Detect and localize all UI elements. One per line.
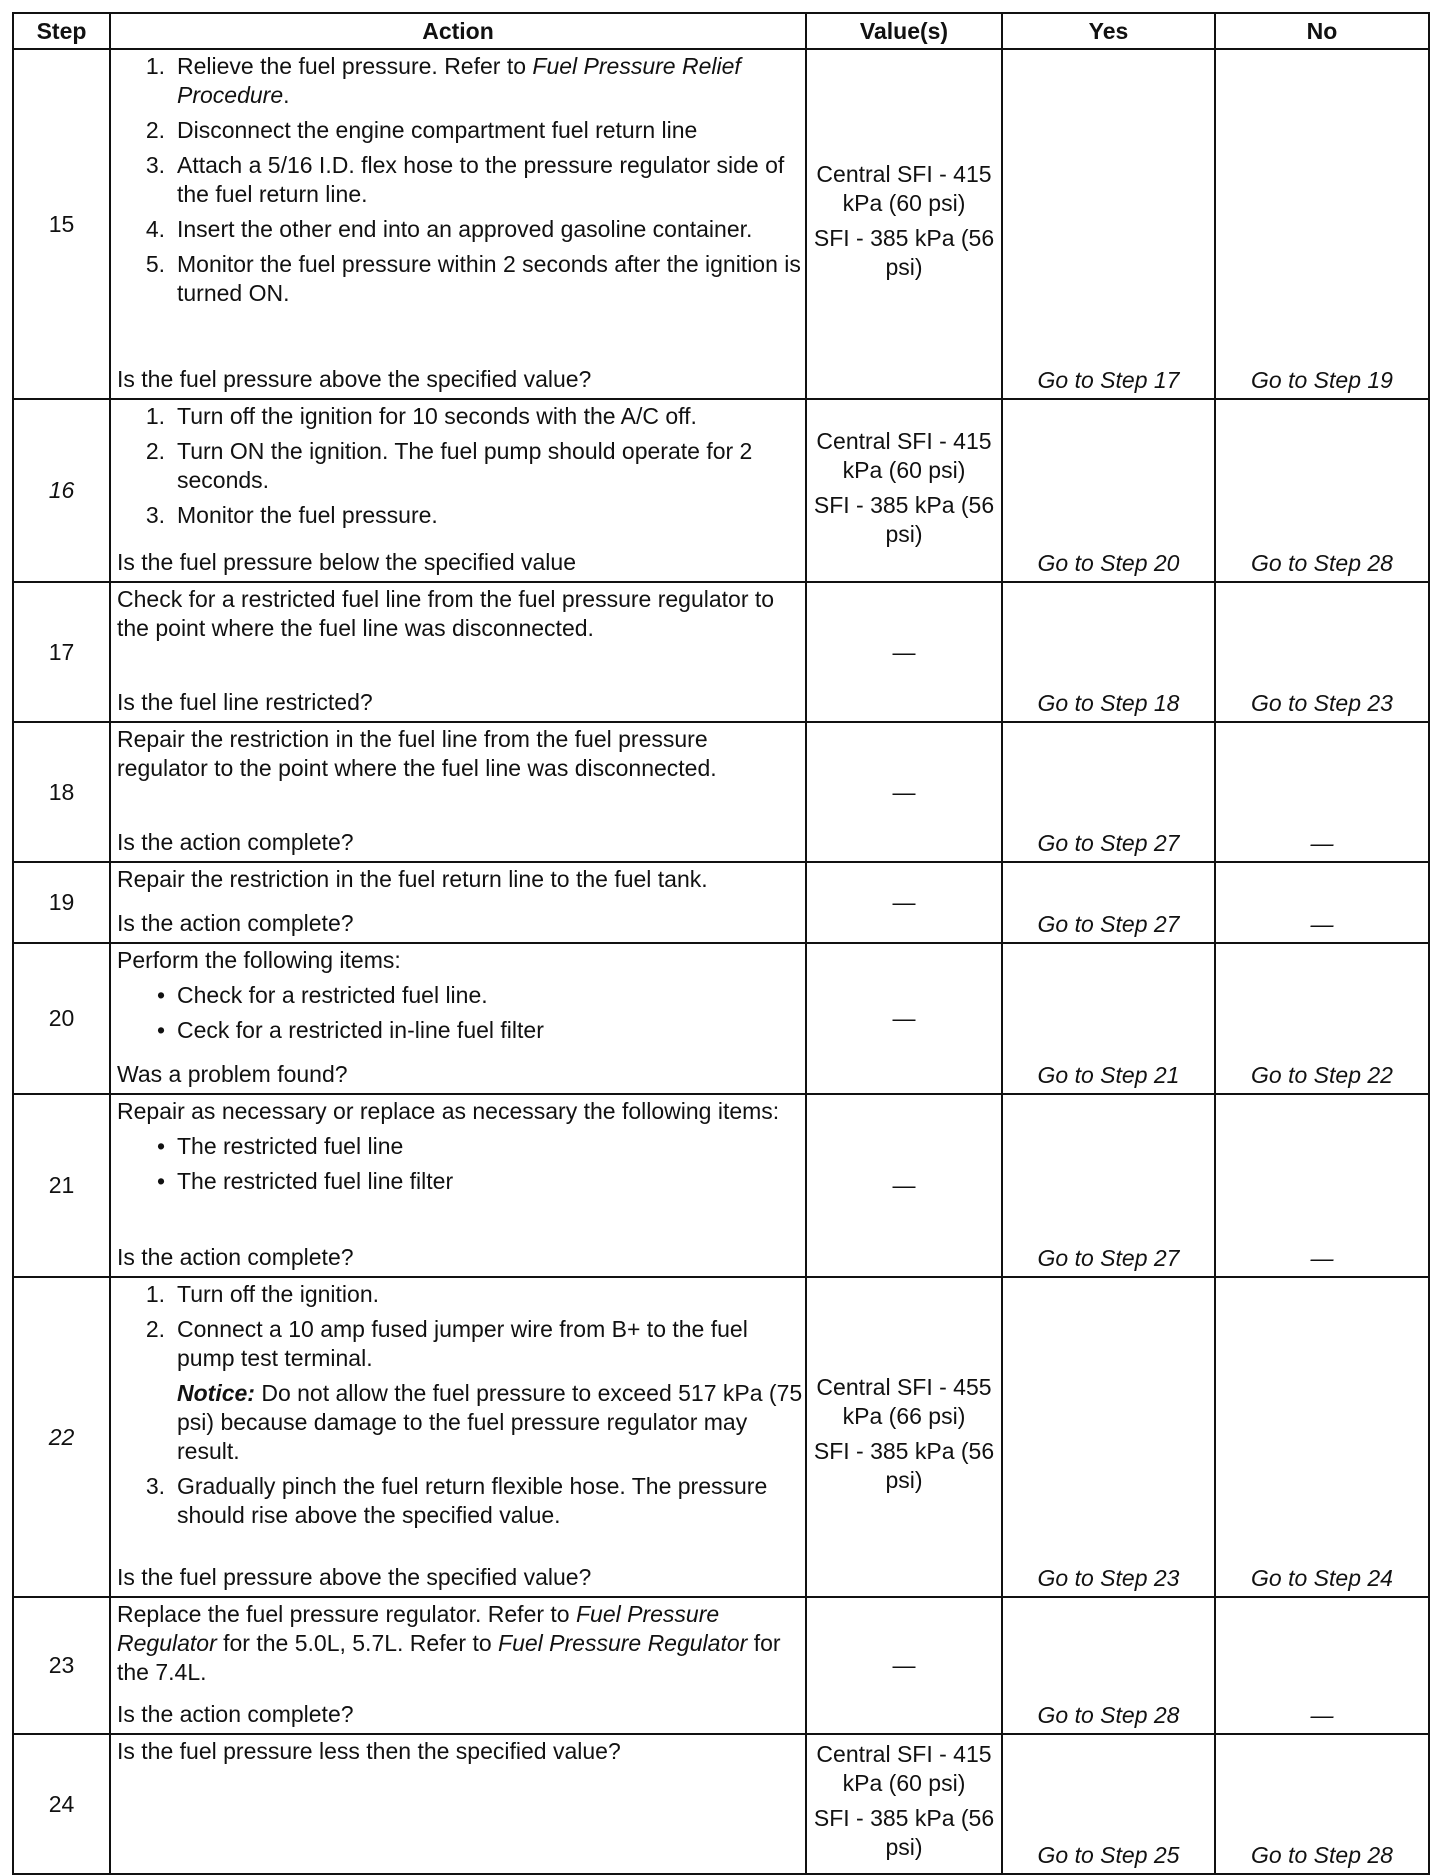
header-yes: Yes [1002,13,1215,49]
step-question: Is the action complete? [117,829,354,855]
step-question: Is the action complete? [117,1244,354,1270]
table-row-step-23 [13,1597,1429,1734]
action-cell [110,1597,806,1734]
step-question: Is the fuel line restricted? [117,689,373,715]
step-instruction: Replace the fuel pressure regulator. Refer to Fuel Pressure Regulator for the 5.0L, 5.7L. Refer to Fuel Pressure Regulator for the 7.4L. [117,1601,781,1685]
no-result: — [1215,1597,1429,1734]
action-cell [110,1277,806,1597]
yes-result: Go to Step 20 [1002,399,1215,582]
notice-text: Do not allow the fuel pressure to exceed 517 kPa (75 psi) because damage to the fuel pressure regulator may result. [177,1380,803,1464]
no-result: Go to Step 28 [1215,1734,1429,1874]
step-instruction: Perform the following items: [117,947,401,973]
step-number: 15 [13,49,110,399]
table-row-step-22 [13,1277,1429,1597]
list-item: 1. Turn off the ignition. [145,1281,380,1307]
value-cell: — [806,862,1002,943]
header-action: Action [110,13,806,49]
step-instruction: Check for a restricted fuel line from the fuel pressure regulator to the point where the fuel line was disconnected. [117,586,775,641]
yes-result: Go to Step 23 [1002,1277,1215,1597]
step-question: Was a problem found? [117,1061,348,1087]
procedure-reference: Fuel Pressure Relief Procedure [177,53,741,108]
bullet-item: • The restricted fuel line filter [156,1168,454,1194]
action-cell [110,399,806,582]
action-cell [110,582,806,722]
procedure-reference: Fuel Pressure Regulator [498,1630,748,1656]
table-row-step-19 [13,862,1429,943]
list-item: 3. Attach a 5/16 I.D. flex hose to the pressure regulator side of the fuel return line. [145,152,785,207]
action-cell [110,862,806,943]
table-row-step-24 [13,1734,1429,1874]
value-cell: Central SFI - 415 kPa (60 psi) SFI - 385 kPa (56 psi) [806,1734,1002,1874]
no-result: — [1215,722,1429,862]
yes-result: Go to Step 18 [1002,582,1215,722]
list-item: 2. Connect a 10 amp fused jumper wire from B+ to the fuel pump test terminal. [145,1316,748,1371]
no-result: Go to Step 22 [1215,943,1429,1094]
no-result: — [1215,862,1429,943]
step-instruction: Repair the restriction in the fuel return line to the fuel tank. [117,866,708,892]
notice-label: Notice: [177,1380,255,1406]
list-item: 1. Relieve the fuel pressure. Refer to Fuel Pressure Relief Procedure. [145,53,741,108]
step-number: 17 [13,582,110,722]
yes-result: Go to Step 17 [1002,49,1215,399]
list-item: 4. Insert the other end into an approved gasoline container. [145,216,753,242]
action-cell [110,1094,806,1277]
step-number: 22 [13,1277,110,1597]
diagnostic-table [12,12,1430,1875]
header-step: Step [13,13,110,49]
step-instruction: Repair the restriction in the fuel line from the fuel pressure regulator to the point where the fuel line was disconnected. [117,726,717,781]
step-number: 20 [13,943,110,1094]
yes-result: Go to Step 21 [1002,943,1215,1094]
notice [117,1379,803,1466]
no-result: Go to Step 28 [1215,399,1429,582]
step-number: 18 [13,722,110,862]
action-cell [110,722,806,862]
bullet-item: • Ceck for a restricted in-line fuel filter [156,1017,544,1043]
list-item: 1. Turn off the ignition for 10 seconds with the A/C off. [145,403,697,429]
bullet-item: • The restricted fuel line [156,1133,404,1159]
value-cell: — [806,722,1002,862]
value-cell: — [806,582,1002,722]
step-question: Is the action complete? [117,910,354,936]
yes-result: Go to Step 25 [1002,1734,1215,1874]
no-result: Go to Step 24 [1215,1277,1429,1597]
yes-result: Go to Step 27 [1002,722,1215,862]
action-cell [110,943,806,1094]
no-result: Go to Step 23 [1215,582,1429,722]
list-item: 3. Monitor the fuel pressure. [145,502,438,528]
table-row-step-16 [13,399,1429,582]
step-question: Is the fuel pressure above the specified value? [117,1564,592,1590]
step-number: 24 [13,1734,110,1874]
table-row-step-21 [13,1094,1429,1277]
list-item: 3. Gradually pinch the fuel return flexible hose. The pressure should rise above the specified value. [145,1473,768,1528]
step-question: Is the fuel pressure below the specified value [117,549,576,575]
value-cell: Central SFI - 415 kPa (60 psi) SFI - 385 kPa (56 psi) [806,49,1002,399]
action-cell [110,1734,806,1874]
list-item: 2. Disconnect the engine compartment fuel return line [145,117,698,143]
table-row-step-20 [13,943,1429,1094]
value-cell: — [806,943,1002,1094]
value-cell: Central SFI - 415 kPa (60 psi) SFI - 385 kPa (56 psi) [806,399,1002,582]
step-question: Is the fuel pressure less then the specified value? [117,1738,621,1764]
yes-result: Go to Step 28 [1002,1597,1215,1734]
step-number: 23 [13,1597,110,1734]
value-cell: — [806,1094,1002,1277]
value-cell: — [806,1597,1002,1734]
no-result: Go to Step 19 [1215,49,1429,399]
step-question: Is the action complete? [117,1701,354,1727]
header-no: No [1215,13,1429,49]
bullet-item: • Check for a restricted fuel line. [156,982,488,1008]
no-result: — [1215,1094,1429,1277]
value-cell: Central SFI - 455 kPa (66 psi) SFI - 385 kPa (56 psi) [806,1277,1002,1597]
header-values: Value(s) [806,13,1002,49]
yes-result: Go to Step 27 [1002,862,1215,943]
list-item: 2. Turn ON the ignition. The fuel pump should operate for 2 seconds. [145,438,753,493]
step-instruction: Repair as necessary or replace as necessary the following items: [117,1098,780,1124]
step-number: 16 [13,399,110,582]
yes-result: Go to Step 27 [1002,1094,1215,1277]
table-row-step-17 [13,582,1429,722]
step-question: Is the fuel pressure above the specified value? [117,366,592,392]
header-row [13,13,1429,49]
step-number: 21 [13,1094,110,1277]
action-cell [110,49,806,399]
list-item: 5. Monitor the fuel pressure within 2 seconds after the ignition is turned ON. [145,251,801,306]
table-row-step-15 [13,49,1429,399]
step-number: 19 [13,862,110,943]
procedure-reference: Fuel Pressure Regulator [117,1601,720,1656]
table-row-step-18 [13,722,1429,862]
